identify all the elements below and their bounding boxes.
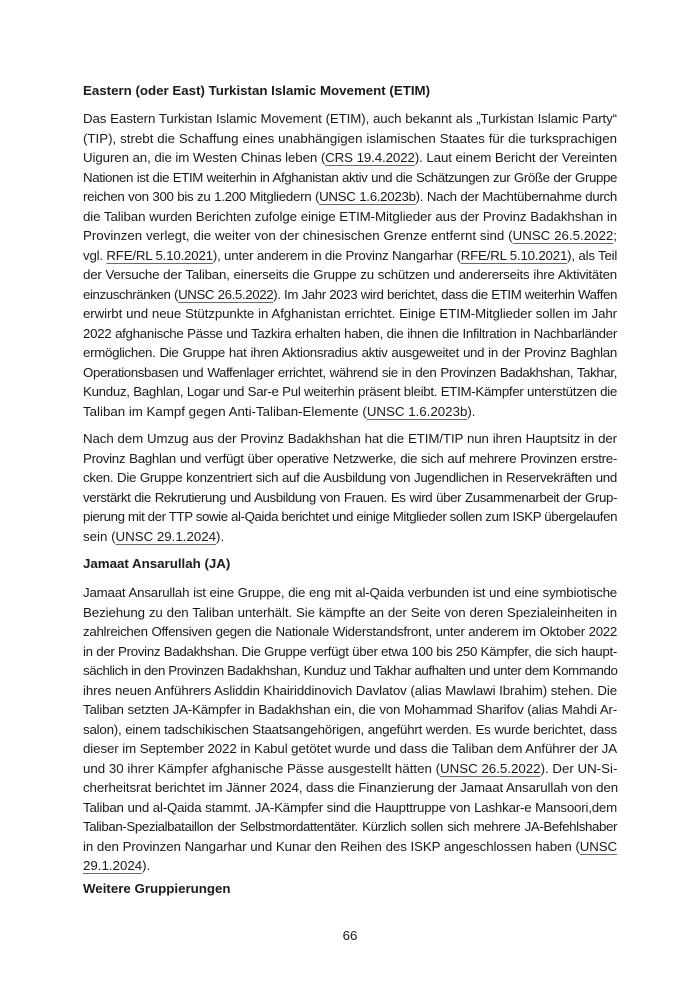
text-line [83,148,617,168]
text-line [83,603,617,623]
text-segment: 2022 afghanische Pässe und Tazkira erhalten haben, die ihnen die Infiltration in Nachbarländer [83,325,617,341]
heading-ja: Jamaat Ansarullah (JA) [83,556,231,571]
source-reference-link[interactable]: UNSC 26.5.2022 [440,760,541,776]
text-segment: Provinzen verlegt, die weiter von der chinesischen Grenze entfernt sind ( [83,228,513,243]
source-reference-link[interactable]: UNSC 1.6.2023b [319,189,416,204]
text-segment: erwirbt und neue Stützpunkte in Afghanistan errichtet. Einige ETIM-Mitglieder sollen im Jahr [83,306,617,321]
heading-etim: Eastern (oder East) Turkistan Islamic Movement (ETIM) [83,83,431,98]
text-segment: Taliban im Kampf gegen Anti-Taliban-Elemente ( [83,403,367,419]
text-line [83,739,617,759]
text-segment: pierung mit der TTP sowie al-Qaida berichtet und einige Mitglieder sollen zum ISKP übergelaufen [83,509,618,524]
text-segment: verstärkt die Rekrutierung und Ausbildung von Frauen. Es wird über Zusammenarbeit der Grup- [83,489,617,505]
text-line [83,382,617,402]
paragraph-etim-2 [83,429,617,546]
text-line [83,324,617,344]
text-line [83,700,617,720]
text-segment: Das Eastern Turkistan Islamic Movement (ETIM), auch bekannt als „Turkistan Islamic Party“ [83,111,617,126]
text-line [83,109,617,129]
text-line [83,343,617,363]
text-line [83,583,617,603]
text-line [83,429,617,449]
text-line [83,681,617,701]
text-segment: cken. Die Gruppe konzentriert sich auf die Ausbildung von Jugendlichen in Reservekräften und [83,470,617,485]
text-line [83,246,617,266]
text-segment: ). Laut einem Bericht der Vereinten [414,150,617,165]
text-line [83,265,617,285]
text-segment: und 30 ihrer Kämpfer afghanische Pässe ausgestellt hätten ( [83,760,441,776]
text-segment: Nationen ist die ETIM weiterhin in Afghanistan aktiv und die Schätzungen zur Größe der Gruppe [83,169,617,185]
text-line [83,363,617,383]
text-segment: Provinz Baghlan und verfügt über operative Netzwerke, die sich auf mehrere Provinzen erstre- [83,450,617,466]
text-segment: ). Im Jahr 2023 wird berichtet, dass die ETIM weiterhin Waffen [273,286,617,302]
heading-weitere: Weitere Gruppierungen [83,881,231,896]
text-line [83,642,617,662]
text-segment: Operationsbasen und Waffenlager errichtet, während sie in den Provinzen Badakhshan, Takhar, [83,364,617,380]
text-line [83,720,617,740]
paragraph-ja [83,583,617,876]
text-line [83,778,617,798]
text-line [83,798,617,818]
paragraph-etim-1 [83,109,617,421]
text-segment: (TIP), strebt die Schaffung eines unabhängigen islamischen Staates für die turksprachigen [83,130,617,146]
text-line [83,285,617,305]
text-segment: ermöglichen. Die Gruppe hat ihren Aktionsradius aktiv ausgeweitet und in der Provinz Baghlan [83,345,617,360]
text-segment: einzuschränken ( [83,286,179,302]
text-segment: ). [467,403,476,419]
text-segment: ). [142,858,151,873]
text-line [83,856,617,876]
source-reference-link[interactable]: RFE/RL 5.10.2021 [460,247,568,263]
text-segment: cherheitsrat berichtet im Jänner 2024, dass die Finanzierung der Jamaat Ansarullah von den [83,780,619,795]
text-segment: vgl. [83,247,107,263]
source-reference-link[interactable]: UNSC 26.5.2022 [178,286,274,302]
text-segment: Uiguren an, die im Westen Chinas leben ( [83,150,326,165]
text-segment: Nach dem Umzug aus der Provinz Badakhshan hat die ETIM/TIP nun ihren Hauptsitz in der [83,431,617,446]
text-segment: Taliban-Spezialbataillon der Selbstmordattentäter. Kürzlich sollen sich mehrere JA-Befehlshaber [83,819,617,834]
text-segment: ihres neuen Anführers Asliddin Khairiddinovich Davlatov (alias Mawlawi Ibrahim) stehen. Die [83,682,617,698]
text-segment: Beziehung zu den Taliban unterhält. Sie kämpfte an der Seite von deren Spezialeinheiten in [83,604,617,620]
source-reference-link[interactable]: UNSC 1.6.2023b [366,403,468,419]
text-segment: Taliban und al-Qaida stammt. JA-Kämpfer sind die Haupttruppe von Lashkar-e Mansoori,dem [83,799,617,815]
text-line [83,207,617,227]
text-segment: Kunduz, Baghlan, Logar und Sar-e Pul weiterhin präsent bleibt. ETIM-Kämpfer unterstützen die [83,384,617,399]
source-reference-link[interactable]: 29.1.2024 [83,858,143,873]
text-line [83,129,617,149]
text-segment: ). [216,528,225,544]
text-segment: ), unter anderem in die Provinz Nangarhar ( [212,247,461,263]
text-line [83,468,617,488]
text-line [83,527,617,547]
text-segment: ). Nach der Machtübernahme durch [415,189,617,204]
text-segment: sächlich in den Provinzen Badakhshan, Kunduz und Takhar aufhalten und unter dem Kommando [83,663,618,678]
source-reference-link[interactable]: UNSC [579,838,617,854]
text-line [83,507,617,527]
text-segment: ), als Teil [567,247,618,263]
text-segment: Taliban setzten JA-Kämpfer in Badakhshan ein, die von Mohammad Sharifov (alias Mahdi Ar- [83,702,617,717]
text-line [83,168,617,188]
text-line [83,187,617,207]
text-segment: dieser im September 2022 in Kabul getötet wurde und dass die Taliban dem Anführer der JA [83,741,617,756]
text-line [83,837,617,857]
text-line [83,622,617,642]
source-reference-link[interactable]: UNSC 26.5.2022 [512,228,614,243]
text-segment: ; [613,228,618,243]
source-reference-link[interactable]: UNSC 29.1.2024 [115,528,217,544]
text-line [83,759,617,779]
text-segment: Jamaat Ansarullah ist eine Gruppe, die eng mit al-Qaida verbunden ist und eine symbiotische [83,585,617,600]
text-segment: ). Der UN-Si- [540,760,618,776]
text-segment: sein ( [83,528,116,544]
text-segment: zahlreichen Offensiven gegen die Nationale Widerstandsfront, unter anderem im Oktober 2022 [83,624,617,639]
text-segment: die Taliban wurden Berichten zufolge einige ETIM-Mitglieder aus der Provinz Badakhshan in [83,208,617,224]
source-reference-link[interactable]: RFE/RL 5.10.2021 [106,247,213,263]
text-line [83,449,617,469]
text-line [83,488,617,508]
text-line [83,817,617,837]
page-number: 66 [342,928,358,943]
text-line [83,661,617,681]
text-segment: in den Provinzen Nangarhar und Kunar den Reihen des ISKP angeschlossen haben ( [83,838,580,854]
text-segment: reichen von 300 bis zu 1.200 Mitgliedern ( [83,189,320,204]
text-segment: der Versuche der Taliban, einerseits die Gruppe zu schützen und andererseits ihre Aktivitäten [83,267,617,282]
text-line [83,304,617,324]
text-segment: in der Provinz Badakhshan. Die Gruppe verfügt über etwa 100 bis 250 Kämpfer, die sich haupt- [83,643,617,659]
source-reference-link[interactable]: CRS 19.4.2022 [325,150,415,165]
text-line [83,226,617,246]
text-segment: salon), einem tadschikischen Staatsangehörigen, angeführt werden. Es wurde berichtet, dass [83,721,617,737]
text-line [83,402,617,422]
